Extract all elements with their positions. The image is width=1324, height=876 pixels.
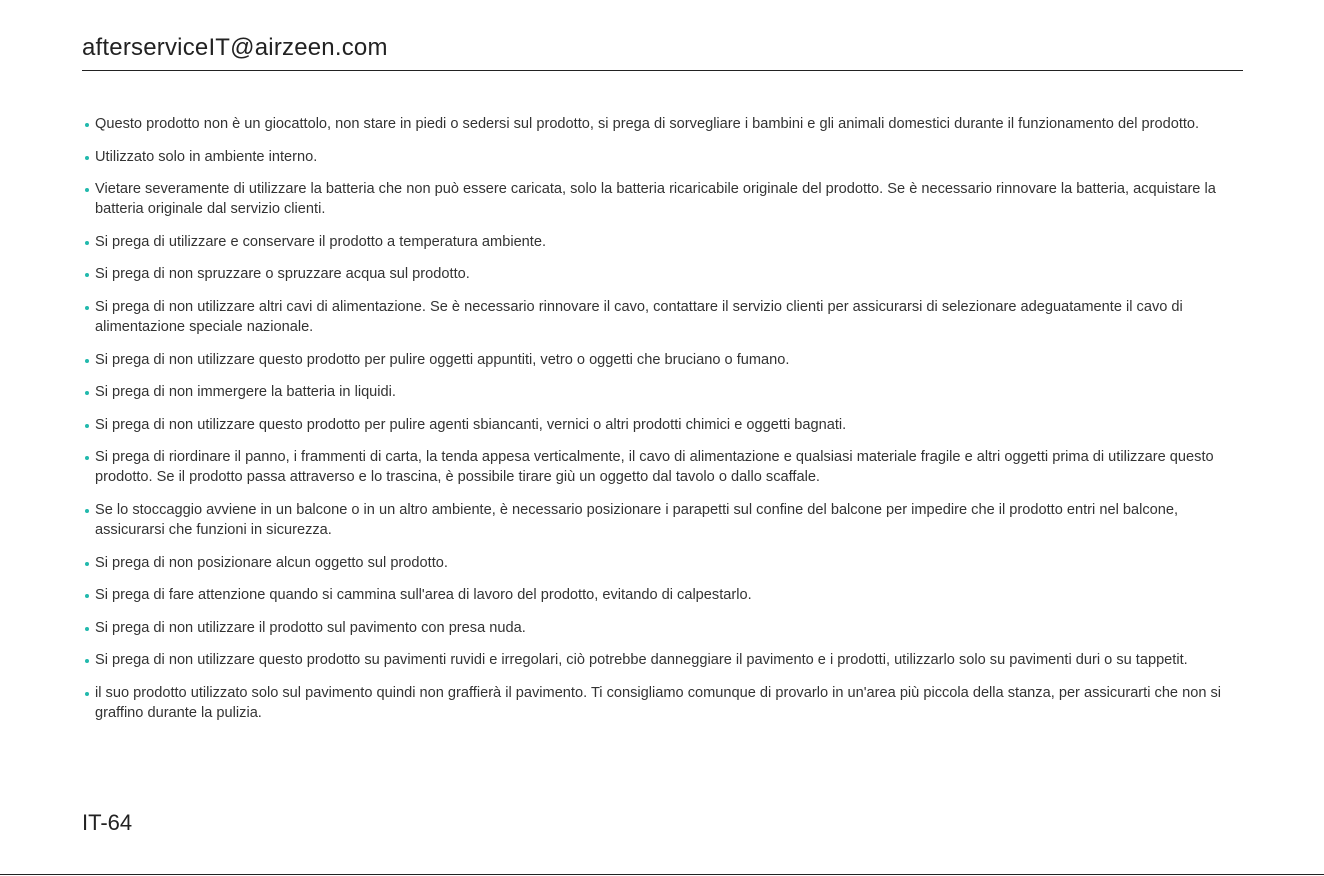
list-item xyxy=(82,618,1248,638)
bullet-icon xyxy=(85,188,89,192)
list-item xyxy=(82,350,1248,370)
bullet-icon xyxy=(85,562,89,566)
bullet-icon xyxy=(85,241,89,245)
bullet-icon xyxy=(85,123,89,127)
page-header xyxy=(82,28,1243,71)
list-item xyxy=(82,415,1248,435)
bullet-icon xyxy=(85,594,89,598)
list-item xyxy=(82,683,1248,723)
support-email: afterserviceIT@airzeen.com xyxy=(82,34,388,61)
bullet-icon xyxy=(85,627,89,631)
warning-text: Si prega di non spruzzare o spruzzare acqua sul prodotto. xyxy=(95,266,470,283)
list-item xyxy=(82,147,1248,167)
safety-warning-list xyxy=(82,114,1248,736)
warning-text: Si prega di utilizzare e conservare il prodotto a temperatura ambiente. xyxy=(95,233,547,250)
warning-text: Si prega di non immergere la batteria in liquidi. xyxy=(95,384,396,401)
bullet-icon xyxy=(85,273,89,277)
list-item xyxy=(82,553,1248,573)
list-item xyxy=(82,232,1248,252)
bullet-icon xyxy=(85,306,89,310)
bullet-icon xyxy=(85,509,89,513)
warning-text: Si prega di non utilizzare il prodotto sul pavimento con presa nuda. xyxy=(95,619,526,636)
list-item xyxy=(82,179,1248,219)
bullet-icon xyxy=(85,456,89,460)
warning-text: Si prega di riordinare il panno, i frammenti di carta, la tenda appesa verticalmente, il cavo di alimentazione e qualsiasi materiale fragile e altri oggetti prima di utilizzare questo prodotto. Se il prodotto passa attraverso e lo trascina, è possibile tirare giù un oggetto dal tavolo o dallo scaffale. xyxy=(95,449,1214,486)
list-item xyxy=(82,447,1248,487)
bullet-icon xyxy=(85,692,89,696)
warning-text: Si prega di non utilizzare questo prodotto su pavimenti ruvidi e irregolari, ciò potrebbe danneggiare il pavimento e i prodotti, utilizzarlo solo su pavimenti duri o su tappetit. xyxy=(95,652,1188,669)
list-item xyxy=(82,264,1248,284)
list-item xyxy=(82,500,1248,540)
warning-text: Si prega di non posizionare alcun oggetto sul prodotto. xyxy=(95,554,448,571)
warning-text: Utilizzato solo in ambiente interno. xyxy=(95,148,318,165)
bottom-divider xyxy=(0,874,1324,875)
list-item xyxy=(82,650,1248,670)
warning-text: Si prega di non utilizzare questo prodotto per pulire agenti sbiancanti, vernici o altri prodotti chimici e oggetti bagnati. xyxy=(95,416,847,433)
bullet-icon xyxy=(85,359,89,363)
page-number: IT-64 xyxy=(82,810,133,835)
warning-text: Vietare severamente di utilizzare la batteria che non può essere caricata, solo la batteria ricaricabile originale del prodotto. Se è necessario rinnovare la batteria, acquistare la batteria originale dal servizio clienti. xyxy=(95,181,1216,218)
warning-text: il suo prodotto utilizzato solo sul pavimento quindi non graffierà il pavimento. Ti consigliamo comunque di provarlo in un'area più piccola della stanza, per assicurarti che non si graffino durante la pulizia. xyxy=(95,684,1222,721)
list-item xyxy=(82,382,1248,402)
warning-text: Si prega di non utilizzare altri cavi di alimentazione. Se è necessario rinnovare il cavo, contattare il servizio clienti per assicurarsi di selezionare adeguatamente il cavo di alimentazione speciale nazionale. xyxy=(95,298,1183,335)
list-item xyxy=(82,114,1248,134)
warning-text: Si prega di fare attenzione quando si cammina sull'area di lavoro del prodotto, evitando di calpestarlo. xyxy=(95,587,752,604)
list-item xyxy=(82,585,1248,605)
warning-text: Questo prodotto non è un giocattolo, non stare in piedi o sedersi sul prodotto, si prega di sorvegliare i bambini e gli animali domestici durante il funzionamento del prodotto. xyxy=(95,116,1200,132)
list-item xyxy=(82,297,1248,337)
bullet-icon xyxy=(85,659,89,663)
warning-text: Si prega di non utilizzare questo prodotto per pulire oggetti appuntiti, vetro o oggetti che bruciano o fumano. xyxy=(95,351,790,368)
warning-text: Se lo stoccaggio avviene in un balcone o in un altro ambiente, è necessario posizionare i parapetti sul confine del balcone per impedire che il prodotto entri nel balcone, assicurarsi che funzioni in sicurezza. xyxy=(95,501,1179,538)
bullet-icon xyxy=(85,424,89,428)
bullet-icon xyxy=(85,156,89,160)
bullet-icon xyxy=(85,391,89,395)
